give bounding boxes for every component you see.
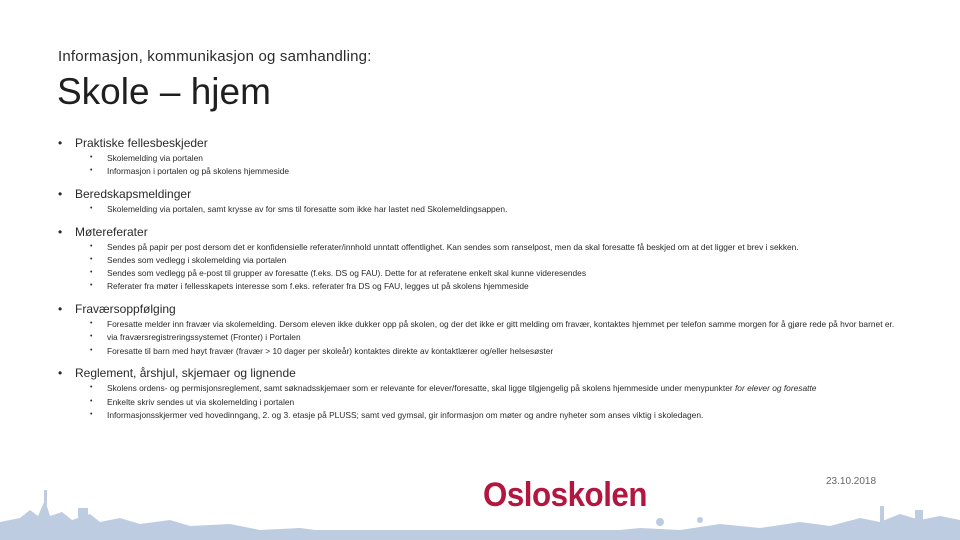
bullet-icon: • [58,186,63,201]
bullet-icon: • [58,366,63,381]
osloskolen-logo: Osloskolen [483,476,648,514]
list-item: • Foresatte melder inn fravær via skolemelding. Dersom eleven ikke dukker opp på skolen, og der det ikke er gitt melding om fravær, kontaktes hjemmet per telefon samme morgen for å gjøre rede på hvor barnet er. [90,319,895,330]
bullet-icon: • [90,204,93,212]
section-heading: Reglement, årshjul, skjemaer og lignende [75,366,296,381]
list-item: • Enkelte skriv sendes ut via skolemelding i portalen [90,396,295,407]
list-item: • Skolens ordens- og permisjonsreglement, samt søknadsskjemaer som er relevante for elever/foresatte, skal ligge tilgjengelig på skolens hjemmeside under menypunkter for elever og foresatte [90,383,817,394]
bullet-icon: • [90,320,93,328]
bullet-icon: • [90,346,93,354]
bullet-icon: • [58,136,63,150]
bullet-icon: • [90,384,93,392]
list-item: • Referater fra møter i fellesskapets interesse som f.eks. referater fra DS og FAU, legges ut på skolens hjemmeside [90,281,529,292]
list-item: • Skolemelding via portalen, samt krysse av for sms til foresatte som ikke har lastet ned Skolemeldingsappen. [90,203,508,214]
city-skyline-icon [0,470,960,540]
list-item: • Sendes på papir per post dersom det er konfidensielle referater/innhold unntatt offentlighet. Kan sendes som ranselpost, men da skal foresatte få beskjed om at det ligger et brev i sekken. [90,241,799,252]
list-item: • via fraværsregistreringssystemet (Fronter) i Portalen [90,332,301,343]
slide-subtitle: Informasjon, kommunikasjon og samhandling: [58,48,372,65]
list-item: • Sendes som vedlegg i skolemelding via portalen [90,254,287,265]
bullet-icon: • [90,397,93,405]
bullet-icon: • [90,269,93,277]
section-heading: Beredskapsmeldinger [75,186,192,201]
bullet-icon: • [90,282,93,290]
bullet-icon: • [90,410,93,418]
section-praktiske [58,136,908,177]
list-item: • Informasjon i portalen og på skolens hjemmeside [90,166,290,177]
section-beredskap [58,187,908,215]
content-list [58,136,908,430]
section-motereferater [58,225,908,292]
list-item: • Sendes som vedlegg på e-post til grupper av foresatte (f.eks. DS og FAU). Dette for at referatene enkelt skal kunne videresendes [90,268,587,279]
section-heading: Fraværsoppfølging [75,302,176,317]
slide-title: Skole – hjem [57,71,271,112]
bullet-icon: • [58,224,63,239]
section-fravaer [58,302,908,356]
list-item: • Foresatte til barn med høyt fravær (fravær > 10 dager per skoleår) kontaktes direkte av kontaktlærer og/eller helsesøster [90,345,554,356]
section-heading: Praktiske fellesbeskjeder [75,136,208,150]
bullet-icon: • [90,154,93,161]
slide-date: 23.10.2018 [826,476,877,487]
emphasis-text: for elever og foresatte [734,383,817,394]
bullet-icon: • [90,333,93,341]
list-item: • Skolemelding via portalen [90,153,203,163]
section-heading: Møtereferater [75,224,148,239]
bullet-icon: • [90,255,93,263]
bullet-icon: • [58,302,63,317]
bullet-icon: • [90,242,93,250]
list-item: • Informasjonsskjermer ved hovedinngang, 2. og 3. etasje på PLUSS; samt ved gymsal, gir informasjon om møter og andre nyheter som anses viktig i skoledagen. [90,409,704,420]
bullet-icon: • [90,167,93,175]
section-reglement [58,366,908,420]
